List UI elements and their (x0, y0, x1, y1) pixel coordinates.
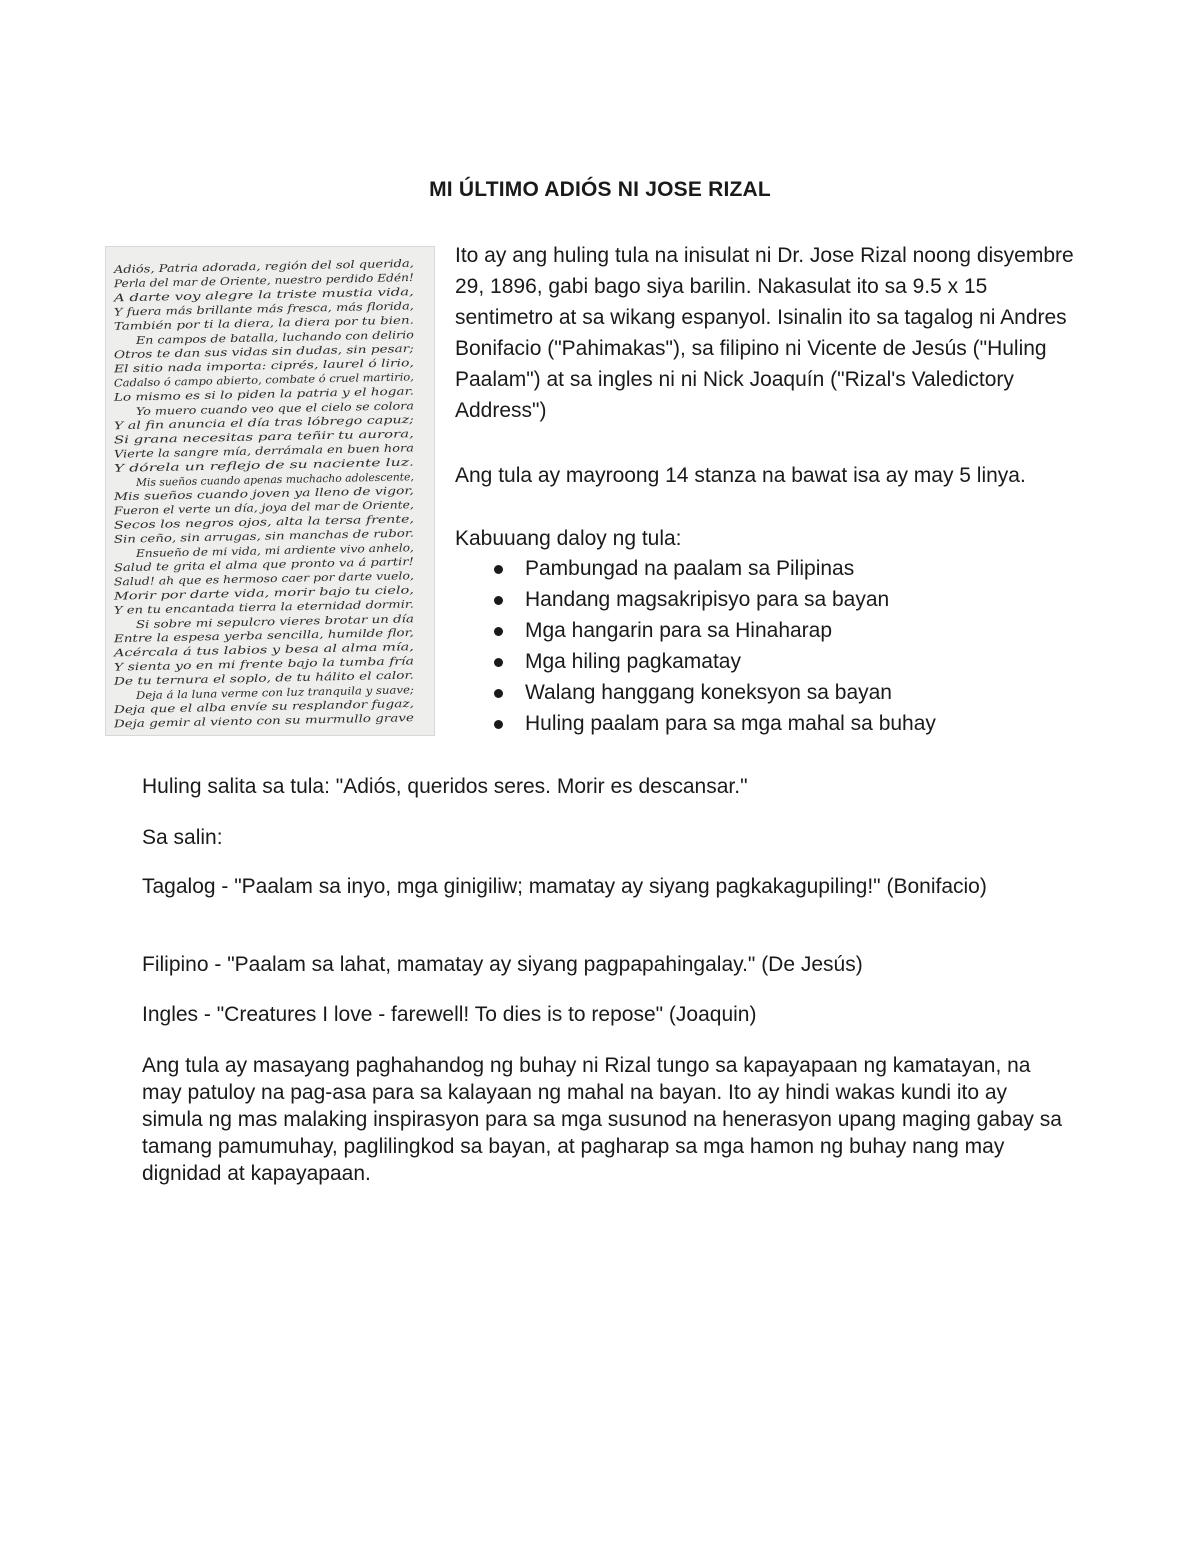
bullet-icon (494, 689, 503, 698)
bullet-icon (494, 596, 503, 605)
handwriting-line: También por ti la diera, la diera por tu bien. (113, 315, 349, 333)
handwriting-line: Mis sueños cuando joven ya lleno de vigor, (113, 486, 342, 504)
list-item (455, 677, 1095, 708)
last-words: Huling salita sa tula: "Adiós, queridos seres. Morir es descansar." (142, 775, 748, 798)
translation-filipino: Filipino - "Paalam sa lahat, mamatay ay siyang pagpapahingalay." (De Jesús) (142, 953, 863, 976)
handwriting-line: Deja que el alba envíe su resplandor fugaz, (113, 699, 345, 717)
document-title: MI ÚLTIMO ADIÓS NI JOSE RIZAL (429, 178, 771, 201)
bullet-icon (494, 627, 503, 636)
handwriting-line: Si sobre mi sepulcro vieres brotar un día (135, 614, 355, 631)
handwriting-line: Si grana necesitas para teñir tu aurora, (113, 429, 326, 447)
list-item (455, 708, 1095, 739)
handwriting-line: Mis sueños cuando apenas muchacho adolescente, (135, 471, 407, 489)
bullet-icon (494, 658, 503, 667)
handwriting-line: En campos de batalla, luchando con delirio (135, 330, 366, 347)
handwriting-line: Otros te dan sus vidas sin dudas, sin pesar; (113, 344, 346, 362)
handwriting-line: Salud te grita el alma que pronto va á partir! (113, 557, 355, 575)
poem-flow-list (455, 553, 1095, 739)
handwriting-line: Salud! ah que es hermoso caer por darte vuelo, (113, 571, 368, 589)
handwriting-line: El sitio nada importa: ciprés, laurel ó lirio, (113, 358, 341, 376)
handwriting-line: Deja á la luna verme con luz tranquila y suave; (135, 684, 386, 702)
stanza-paragraph: Ang tula ay mayroong 14 stanza na bawat isa ay may 5 linya. (455, 464, 1026, 487)
handwriting-line: Deja gemir al viento con su murmullo grave (113, 713, 348, 731)
list-item-text: Pambungad na paalam sa Pilipinas (525, 557, 855, 580)
list-item (455, 584, 1095, 615)
handwriting-line: Adiós, Patria adorada, región del sol querida, (113, 258, 356, 276)
handwriting-line: Lo mismo es si lo piden la patria y el hogar. (113, 386, 346, 404)
handwriting-line: Cadalso ó campo abierto, combate ó cruel martirio, (113, 371, 389, 390)
handwriting-line: Y fuera más brillante más fresca, más florida, (113, 301, 357, 319)
handwriting-line: Perla del mar de Oriente, nuestro perdido Edén! (113, 272, 373, 291)
list-item-text: Huling paalam para sa mga mahal sa buhay (525, 712, 936, 735)
handwriting-line: Entre la espesa yerba sencilla, humilde flor, (113, 628, 348, 646)
translation-ingles: Ingles - "Creatures I love - farewell! To dies is to repose" (Joaquin) (142, 1003, 757, 1026)
handwriting-line: Y al fin anuncia el día tras lóbrego capuz; (113, 415, 336, 433)
list-item (455, 553, 1095, 584)
flow-heading: Kabuuang daloy ng tula: (455, 527, 682, 550)
list-item (455, 615, 1095, 646)
handwriting-line: Fueron el verte un día, joya del mar de Oriente, (113, 500, 369, 518)
list-item-text: Handang magsakripisyo para sa bayan (525, 588, 890, 611)
conclusion-paragraph: Ang tula ay masayang paghahandog ng buhay ni Rizal tungo sa kapayapaan ng kamatayan, na may patuloy na pag-asa para sa kalayaan ng mahal na bayan. Ito ay hindi wakas kundi ito ay simula ng mas malaking inspirasyon para sa mga susunod na henerasyon upang maging gabay sa tamang pamumuhay, paglilingkod sa bayan, at pagharap sa mga hamon ng buhay nang may dignidad at kapayapaan. (142, 1054, 1062, 1185)
bullet-icon (494, 565, 503, 574)
handwriting-line: Vierte la sangre mía, derrámala en buen hora (113, 443, 358, 461)
handwriting-line: Yo muero cuando veo que el cielo se colora (135, 401, 366, 418)
handwritten-manuscript-image (105, 246, 435, 736)
handwriting-line: Y dórela un reflejo de su naciente luz. (113, 458, 316, 475)
translation-heading: Sa salin: (142, 826, 223, 849)
handwriting-line: Ensueño de mi vida, mi ardiente vivo anhelo, (135, 542, 376, 560)
handwriting-line: Sin ceño, sin arrugas, sin manchas de rubor. (113, 528, 352, 546)
handwriting-line: Y en tu encantada tierra la eternidad dormir. (113, 599, 354, 617)
handwriting-line: De tu ternura el soplo, de tu hálito el calor. (113, 670, 344, 688)
list-item-text: Walang hanggang koneksyon sa bayan (525, 681, 892, 704)
list-item-text: Mga hangarin para sa Hinaharap (525, 619, 833, 642)
translation-tagalog: Tagalog - "Paalam sa inyo, mga ginigiliw; mamatay ay siyang pagkakagupiling!" (Bonifacio) (142, 875, 987, 898)
handwriting-line: A darte voy alegre la triste mustia vida, (113, 287, 325, 305)
handwriting-line: Morir por darte vida, morir bajo tu cielo, (113, 586, 332, 603)
list-item (455, 646, 1095, 677)
intro-paragraph: Ito ay ang huling tula na inisulat ni Dr. Jose Rizal noong disyembre 29, 1896, gabi bago siya barilin. Nakasulat ito sa 9.5 x 15 sentimetro at sa wikang espanyol. Isinalin ito sa tagalog ni Andres Bonifacio ("Pahimakas"), sa filipino ni Vicente de Jesús ("Huling Paalam") at sa ingles ni ni Nick Joaquín ("Rizal's Valedictory Address") (455, 244, 1074, 422)
handwriting-line: Secos los negros ojos, alta la tersa frente, (113, 514, 337, 532)
handwriting-line: Acércala á tus labios y besa al alma mía, (113, 642, 331, 660)
list-item-text: Mga hiling pagkamatay (525, 650, 741, 673)
handwriting-line: Y sienta yo en mi frente bajo la tumba fría (113, 656, 339, 674)
bullet-icon (494, 720, 503, 729)
manuscript-handwriting (106, 247, 434, 735)
